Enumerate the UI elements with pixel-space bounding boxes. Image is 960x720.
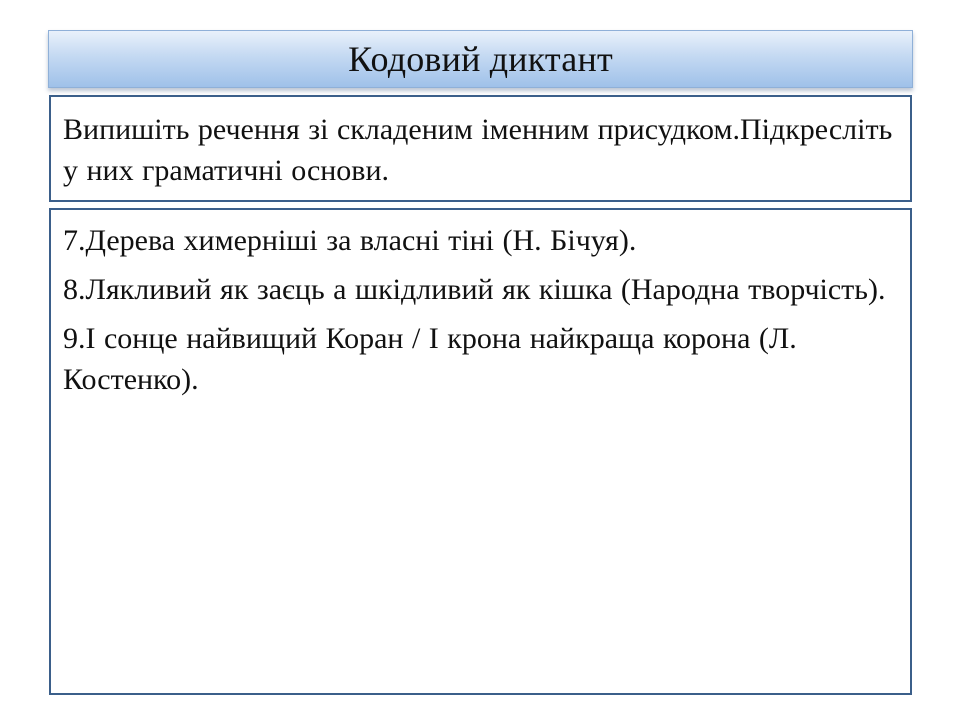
task-instruction: Випишіть речення зі складеним іменним присудком.Підкресліть у них граматичні основи. (63, 113, 893, 187)
sentences-box (49, 208, 912, 695)
slide-title: Кодовий диктант (348, 39, 613, 79)
title-bar (48, 30, 913, 88)
task-box (49, 95, 912, 202)
sentence-9: 9.І сонце найвищий Коран / І крона найкраща корона (Л. Костенко). (63, 322, 797, 396)
sentence-8: 8.Лякливий як заєць а шкідливий як кішка (Народна творчість). (63, 273, 886, 306)
sentence-7: 7.Дерева химерніші за власні тіні (Н. Бічуя). (63, 224, 637, 257)
